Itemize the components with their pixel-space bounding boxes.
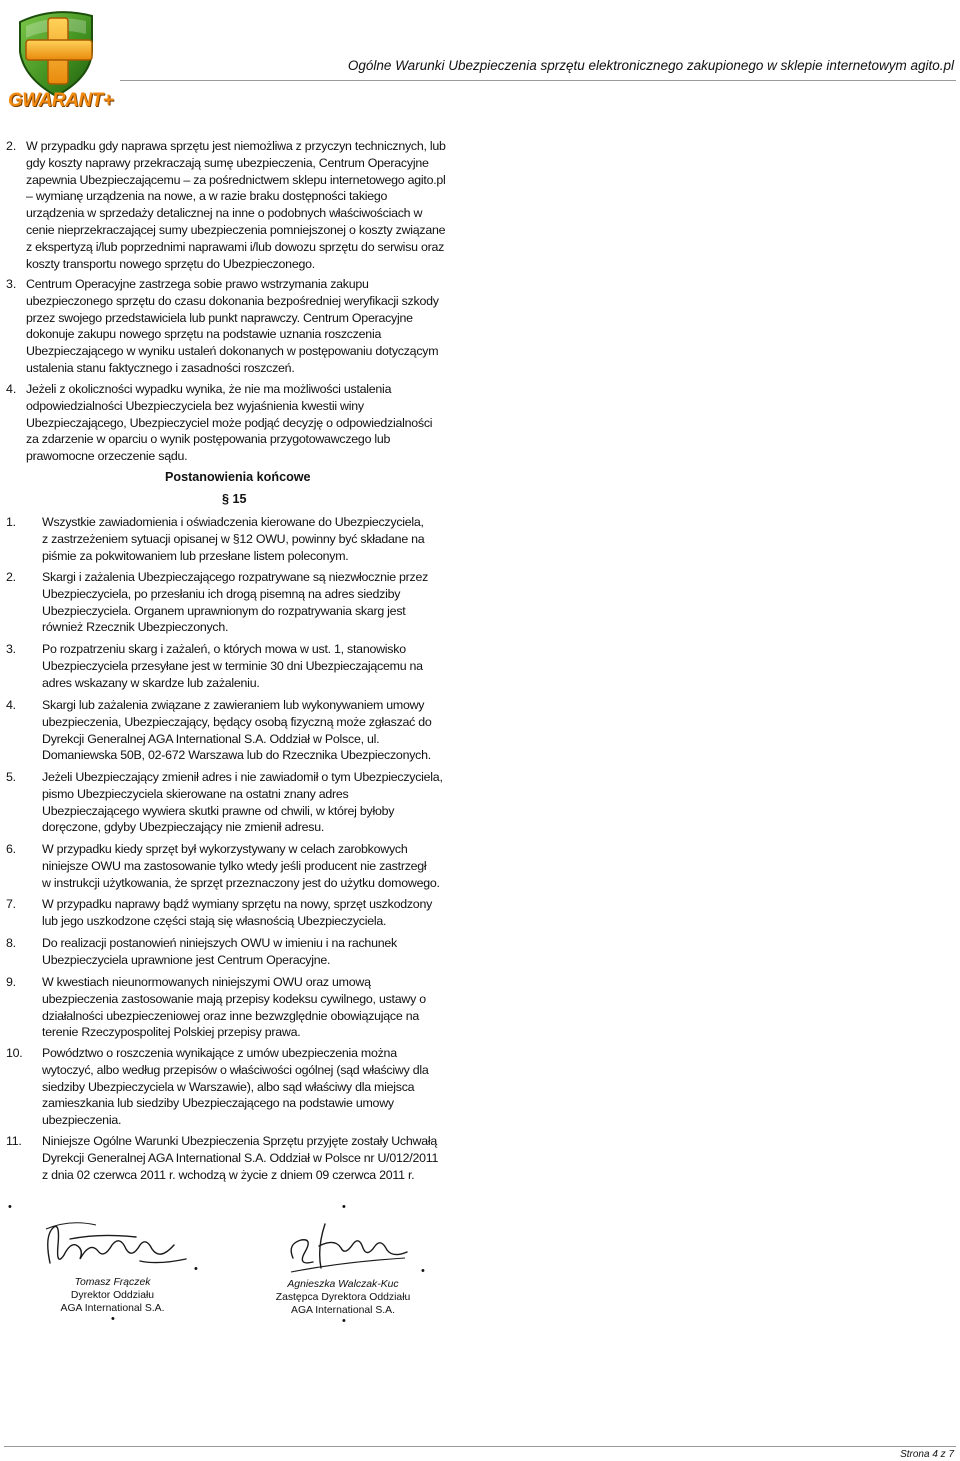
text-line: Powództwo o roszczenia wynikające z umów ubezpieczenia można (42, 1046, 397, 1060)
text-line: Domaniewska 50B, 02-672 Warszawa lub do Rzecznika Ubezpieczonych. (42, 748, 431, 763)
text-line: Ubezpieczyciela. Organem uprawnionym do rozpatrywania skarg jest (42, 603, 406, 618)
text-line: W przypadku gdy naprawa sprzętu jest niemożliwa z przyczyn technicznych, lub (26, 139, 446, 153)
text-line: ustalenia stanu faktycznego i zasadności roszczeń. (26, 360, 295, 375)
text-line: Skargi lub zażalenia związane z zawieraniem lub wykonywaniem umowy (42, 698, 425, 712)
signature-1-image (40, 1215, 190, 1277)
text-line: Po rozpatrzeniu skarg i zażaleń, o których mowa w ust. 1, stanowisko (42, 642, 406, 656)
footer-divider (4, 1446, 956, 1447)
text-line: pismo Ubezpieczyciela skierowane na ostatni znany adres (42, 786, 349, 801)
text-line: z ekspertyzą i/lub poprzednimi naprawami i/lub dowozu sprzętu do serwisu oraz (26, 239, 445, 254)
text-line: Ubezpieczającego w wyniku ustaleń dokonanych w postępowaniu dotyczącym (26, 344, 439, 359)
signature-2-image (283, 1218, 413, 1280)
document-title: Ogólne Warunki Ubezpieczenia sprzętu elektronicznego zakupionego w sklepie internetowym agito.pl (347, 58, 954, 73)
text-line: siedziby Ubezpieczyciela w Warszawie), albo sąd właściwy dla miejsca (42, 1079, 415, 1094)
text-line: Dyrekcji Generalnej AGA International S.A. Oddział w Polsce nr U/012/2011 (42, 1150, 439, 1165)
text-line: koszty transportu nowego sprzętu do Ubezpieczonego. (26, 256, 315, 271)
signature-block-2 (262, 1278, 424, 1317)
signatory-company: AGA International S.A. (291, 1305, 395, 1316)
paragraph-number: 2. (6, 139, 17, 153)
bullet-dot: • (342, 1315, 346, 1327)
text-line: W przypadku kiedy sprzęt był wykorzystywany w celach zarobkowych (42, 842, 408, 856)
text-line: ubezpieczenia. (42, 1113, 122, 1128)
signatory-company: AGA International S.A. (60, 1303, 165, 1314)
shield-icon (6, 4, 118, 100)
text-line: zamieszkania lub siedziby Ubezpieczającego na podstawie umowy (42, 1096, 394, 1111)
item-number: 1. (6, 515, 16, 529)
item-number: 10. (6, 1046, 23, 1060)
list-item (6, 1045, 446, 1130)
item-number: 6. (6, 842, 16, 856)
bullet-dot: • (194, 1263, 198, 1275)
text-line: Ubezpieczyciela przesyłane jest w terminie 30 dni Ubezpieczającemu na (42, 658, 423, 673)
text-line: zapewnia Ubezpieczającemu – za pośrednictwem sklepu internetowego agito.pl (26, 172, 446, 187)
text-line: ubezpieczenia zastosowanie mają przepisy kodeksu cywilnego, ustawy o (42, 991, 426, 1006)
bullet-dot: • (421, 1265, 425, 1277)
item-number: 5. (6, 770, 16, 784)
item-number: 3. (6, 642, 16, 656)
list-item (6, 974, 446, 1042)
signatory-role: Dyrektor Oddziału (70, 1290, 155, 1301)
text-line: Dyrekcji Generalnej AGA International S.A. Oddział w Polsce, ul. (42, 731, 380, 746)
text-line: piśmie za pokwitowaniem lub przesłane listem poleconym. (42, 548, 349, 563)
bullet-dot: • (111, 1313, 115, 1325)
text-line: również Rzecznik Ubezpieczonych. (42, 620, 229, 635)
text-line: z zastrzeżeniem sytuacji opisanej w §12 OWU, powinny być składane na (42, 531, 425, 546)
paragraph-2 (26, 138, 466, 272)
bullet-dot: • (8, 1201, 12, 1213)
list-item (6, 697, 446, 765)
item-number: 7. (6, 897, 16, 911)
text-line: gdy koszty naprawy przekraczają sumę ubezpieczenia, Centrum Operacyjne (26, 155, 429, 170)
text-line: urządzenia w sprzedaży detalicznej na inne o podobnych właściwościach w (26, 206, 423, 221)
text-line: Wszystkie zawiadomienia i oświadczenia kierowane do Ubezpieczyciela, (42, 515, 424, 529)
paragraph-4 (26, 381, 466, 465)
page-number: Strona 4 z 7 (900, 1449, 954, 1460)
text-line: lub jego uszkodzone części stają się własnością Ubezpieczyciela. (42, 913, 387, 928)
signature-block-1 (40, 1276, 185, 1315)
text-line: działalności ubezpieczeniowej oraz inne bezwzględnie obowiązujące na (42, 1008, 419, 1023)
text-line: przez swojego przedstawiciela lub punkt naprawczy. Centrum Operacyjne (26, 310, 413, 325)
text-line: za zdarzenie w oparciu o wynik postępowania przygotowawczego lub (26, 432, 391, 447)
logo-text: GWARANT+ (8, 90, 114, 111)
list-item (6, 935, 446, 969)
text-line: cenie nieprzekraczającej sumy ubezpieczenia pomniejszonej o koszty związane (26, 222, 446, 237)
list-item (6, 514, 446, 566)
text-line: Do realizacji postanowień niniejszych OWU w imieniu i na rachunek (42, 936, 397, 950)
text-line: w instrukcji użytkowania, że sprzęt przeznaczony jest do użytku domowego. (42, 875, 440, 890)
item-number: 2. (6, 570, 16, 584)
text-line: W przypadku naprawy bądź wymiany sprzętu na nowy, sprzęt uszkodzony (42, 897, 433, 911)
item-number: 4. (6, 698, 16, 712)
text-line: Jeżeli z okoliczności wypadku wynika, że nie ma możliwości ustalenia (26, 382, 392, 396)
text-line: ubezpieczenia, Ubezpieczający, będący osobą fizyczną może zgłaszać do (42, 714, 432, 729)
text-line: Ubezpieczającego, Ubezpieczyciel może podjąć decyzję o odpowiedzialności (26, 415, 433, 430)
text-line: Skargi i zażalenia Ubezpieczającego rozpatrywane są niezwłocznie przez (42, 570, 429, 584)
text-line: adres wskazany w skardze lub zażaleniu. (42, 675, 260, 690)
list-item (6, 769, 446, 837)
paragraph-3 (26, 276, 466, 377)
item-number: 8. (6, 936, 16, 950)
paragraph-number: 3. (6, 277, 17, 291)
text-line: odpowiedzialności Ubezpieczyciela bez wyjaśnienia kwestii winy (26, 398, 364, 413)
list-item (6, 896, 446, 930)
section-heading: Postanowienia końcowe (165, 470, 311, 484)
text-line: niniejsze OWU ma zastosowanie tylko wtedy jeśli producent nie zastrzegł (42, 858, 427, 873)
paragraph-number: 4. (6, 382, 17, 396)
item-number: 9. (6, 975, 16, 989)
text-line: W kwestiach nieunormowanych niniejszymi OWU oraz umową (42, 975, 371, 989)
text-line: Jeżeli Ubezpieczający zmienił adres i nie zawiadomił o tym Ubezpieczyciela, (42, 770, 443, 784)
item-number: 11. (6, 1134, 22, 1148)
signatory-name: Agnieszka Walczak-Kuc (287, 1279, 399, 1290)
text-line: wytoczyć, albo według przepisów o właściwości ogólnej (sąd właściwy dla (42, 1062, 429, 1077)
bullet-dot: • (342, 1201, 346, 1213)
paragraph-sign: § 15 (222, 492, 247, 506)
text-line: Ubezpieczyciela, po przesłaniu ich drogą pisemną na adres siedziby (42, 586, 401, 601)
list-item (6, 641, 446, 693)
text-line: Centrum Operacyjne zastrzega sobie prawo wstrzymania zakupu (26, 277, 369, 291)
text-line: Niniejsze Ogólne Warunki Ubezpieczenia Sprzętu przyjęte zostały Uchwałą (42, 1134, 438, 1148)
signatory-role: Zastępca Dyrektora Oddziału (275, 1292, 411, 1303)
text-line: doręczone, gdyby Ubezpieczający nie zmienił adresu. (42, 820, 325, 835)
header-divider (120, 80, 956, 81)
text-line: ubezpieczonego sprzętu do czasu dokonania bezpośredniej weryfikacji szkody (26, 293, 439, 308)
text-line: Ubezpieczającego wywiera skutki prawne od chwili, w której byłoby (42, 803, 395, 818)
list-item (6, 1133, 446, 1185)
text-line: – wymianę urządzenia na nowe, a w razie braku dostępności takiego (26, 189, 388, 204)
text-line: prawomocne orzeczenie sądu. (26, 449, 188, 464)
text-line: dokonuje zakupu nowego sprzętu na podstawie uznania roszczenia (26, 327, 382, 342)
list-item (6, 841, 446, 893)
list-item (6, 569, 446, 637)
text-line: z dnia 02 czerwca 2011 r. wchodzą w życie z dniem 09 czerwca 2011 r. (42, 1167, 415, 1182)
signatory-name: Tomasz Frączek (74, 1277, 151, 1288)
text-line: Ubezpieczyciela uprawnione jest Centrum Operacyjne. (42, 952, 331, 967)
text-line: terenie Rzeczypospolitej Polskiej przepisy prawa. (42, 1025, 301, 1040)
